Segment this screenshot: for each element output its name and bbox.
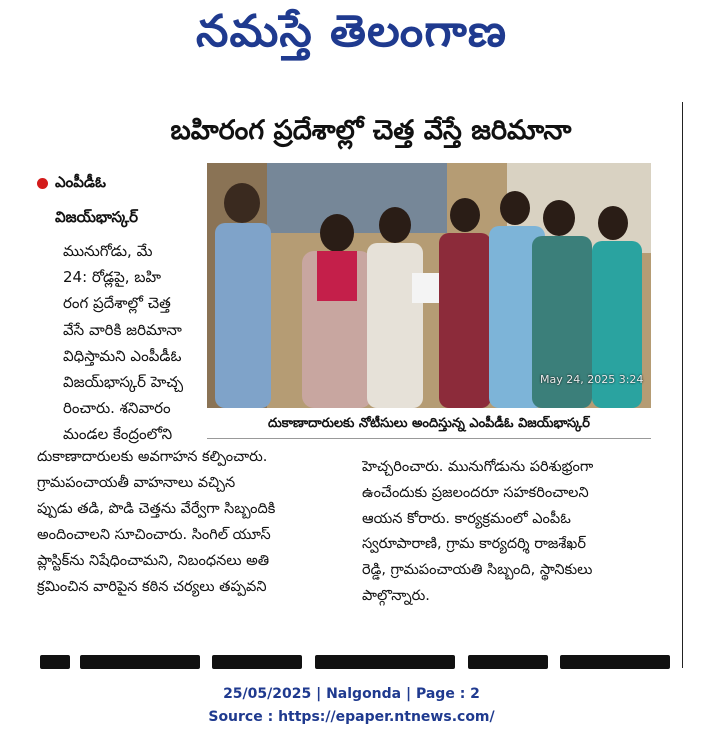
body-line: మునుగోడు, మే	[63, 242, 153, 260]
body-line: దుకాణాదారులకు అవగాహన కల్పించారు.	[37, 449, 268, 465]
body-line: ప్పుడు తడి, పొడి చెత్తను వేర్వేగా సిబ్బందికి	[37, 501, 276, 517]
masthead-title: నమస్తే తెలంగాణ	[195, 6, 508, 57]
article-photo	[207, 163, 651, 408]
body-line: ఆయన కోరారు. కార్యక్రమంలో ఎంపీఓ	[362, 510, 571, 527]
photo-timestamp: May 24, 2025 3:24	[540, 373, 644, 386]
photo-caption: దుకాణాదారులకు నోటీసులు అందిస్తున్న ఎంపీడీఓ విజయ్‌భాస్కర్	[207, 410, 651, 439]
byline-name: విజయ్‌భాస్కర్	[55, 208, 138, 226]
body-line: గ్రామపంచాయతీ వాహనాలు వచ్చిన	[37, 475, 236, 491]
body-line: రెడ్డి, గ్రామపంచాయతి సిబ్బంది, స్థానికులు	[362, 562, 593, 579]
article-body-right	[362, 455, 662, 610]
body-line: వేసే వారికి జరిమానా	[63, 320, 182, 339]
article-body-left	[63, 238, 199, 448]
body-line: ప్లాస్టిక్‌ను నిషేధించామని, నిబంధనలు అతి	[37, 553, 270, 569]
body-line: ఉంచేందుకు ప్రజలందరూ సహకరించాలని	[362, 484, 589, 501]
body-line: రించారు. శనివారం	[63, 399, 171, 418]
photo-illustration	[207, 163, 651, 408]
body-line: విధిస్తామని ఎంపీడీఓ	[63, 346, 182, 365]
body-line: అందించాలని సూచించారు. సింగిల్ యూస్	[37, 527, 271, 543]
byline-bullet-icon	[37, 178, 48, 189]
body-line: విజయ్‌భాస్కర్ హెచ్చ	[63, 373, 184, 392]
footer-meta: 25/05/2025 | Nalgonda | Page : 2	[223, 686, 480, 702]
article-headline: బహిరంగ ప్రదేశాల్లో చెత్త వేస్తే జరిమానా	[170, 115, 572, 146]
body-line: రంగ ప్రదేశాల్లో చెత్త	[63, 294, 171, 313]
body-line: హెచ్చరించారు. మునుగోడును పరిశుభ్రంగా	[362, 459, 594, 475]
article-body-wide	[37, 444, 352, 600]
body-line: మండల కేంద్రంలోని	[63, 425, 173, 444]
body-line: స్వరూపారాణి, గ్రామ కార్యదర్శి రాజశేఖర్	[362, 536, 586, 553]
body-line: క్రమించిన వారిపైన కఠిన చర్యలు తప్పవని	[37, 579, 267, 595]
next-headline-clipped	[40, 655, 680, 669]
body-line: 24: రోడ్లపై, బహి	[63, 268, 162, 287]
footer-source-link[interactable]: Source : https://epaper.ntnews.com/	[208, 709, 495, 725]
body-line: పాల్గొన్నారు.	[362, 587, 430, 604]
byline-office: ఎంపీడీఓ	[55, 173, 107, 191]
column-divider	[682, 102, 683, 668]
